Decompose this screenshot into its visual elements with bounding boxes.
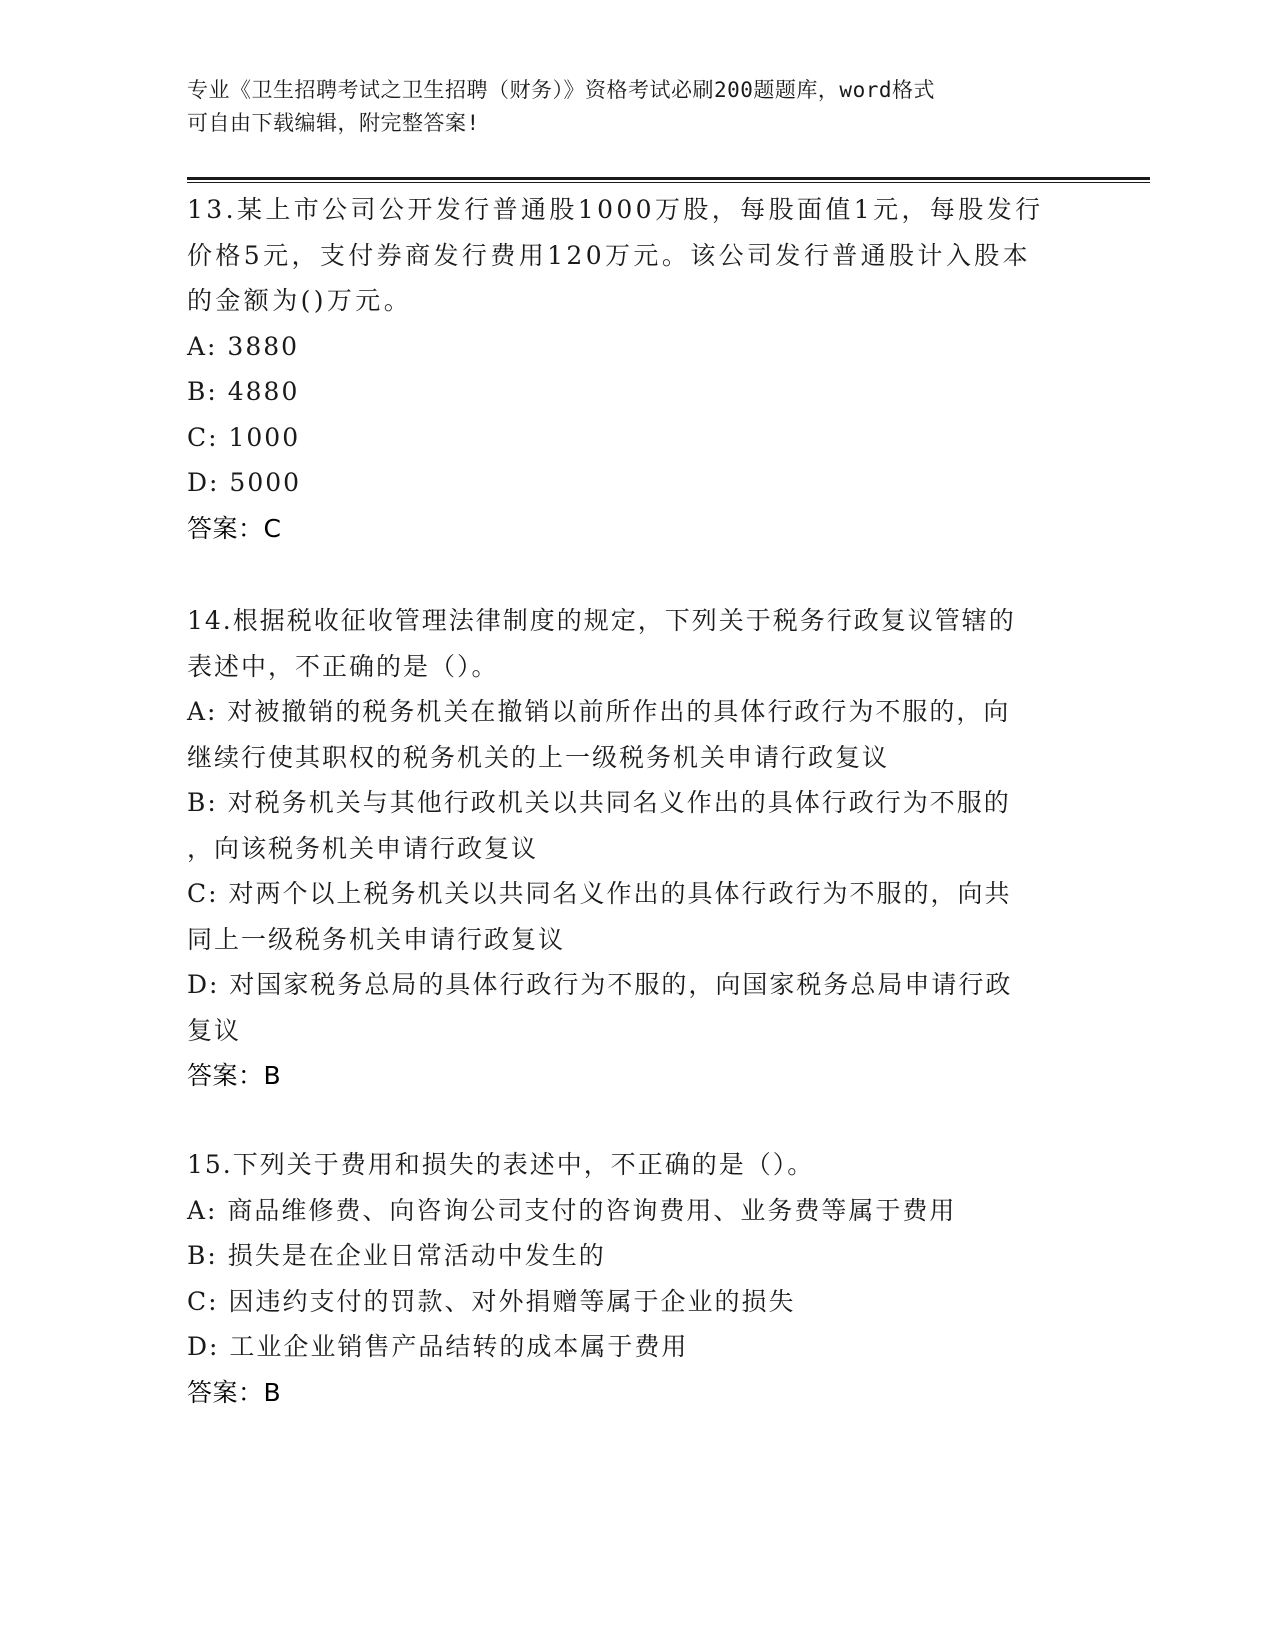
option-a: A: 3880 — [187, 331, 300, 361]
question-stem-line: 15.下列关于费用和损失的表述中，不正确的是（）。 — [187, 1150, 815, 1179]
question-stem-line: 14.根据税收征收管理法律制度的规定，下列关于税务行政复议管辖的 — [187, 606, 1016, 635]
question-stem-line: 表述中，不正确的是（）。 — [187, 651, 499, 681]
header-divider-thin — [187, 182, 1150, 183]
answer-text: 答案：B — [187, 1377, 282, 1407]
header-line-2: 可自由下载编辑，附完整答案! — [187, 111, 480, 135]
question-13 — [187, 187, 1067, 551]
option-c: C: 对两个以上税务机关以共同名义作出的具体行政行为不服的，向共 — [187, 879, 1012, 908]
document-header — [187, 74, 1067, 140]
option-b: B: 损失是在企业日常活动中发生的 — [187, 1241, 606, 1270]
header-line-1: 专业《卫生招聘考试之卫生招聘（财务）》资格考试必刷200题题库，word格式 — [187, 78, 935, 102]
option-d: D: 5000 — [187, 468, 302, 497]
question-stem-line: 价格5元，支付券商发行费用120万元。该公司发行普通股计入股本 — [187, 240, 1032, 270]
answer-text: 答案：B — [187, 1061, 282, 1090]
option-d: D: 对国家税务总局的具体行政行为不服的，向国家税务总局申请行政 — [187, 970, 1013, 999]
option-d: D: 工业企业销售产品结转的成本属于费用 — [187, 1332, 689, 1361]
option-b: B: 对税务机关与其他行政机关以共同名义作出的具体行政行为不服的 — [187, 788, 1011, 817]
option-c-continued: 同上一级税务机关申请行政复议 — [187, 924, 566, 954]
option-c: C: 1000 — [187, 422, 301, 452]
option-a: A: 商品维修费、向咨询公司支付的咨询费用、业务费等属于费用 — [187, 1195, 957, 1225]
question-stem-line: 的金额为()万元。 — [187, 286, 413, 315]
option-b: B: 4880 — [187, 377, 300, 406]
option-a-continued: 继续行使其职权的税务机关的上一级税务机关申请行政复议 — [187, 742, 890, 772]
option-c: C: 因违约支付的罚款、对外捐赠等属于企业的损失 — [187, 1286, 796, 1316]
option-b-continued: ，向该税务机关申请行政复议 — [187, 833, 539, 863]
question-15 — [187, 1142, 1067, 1415]
option-d-continued: 复议 — [187, 1015, 242, 1045]
question-stem-line: 13.某上市公司公开发行普通股1000万股，每股面值1元，每股发行 — [187, 195, 1044, 224]
option-a: A: 对被撤销的税务机关在撤销以前所作出的具体行政行为不服的，向 — [187, 697, 1011, 726]
header-divider-thick — [187, 177, 1150, 180]
answer-text: 答案：C — [187, 513, 282, 543]
question-14 — [187, 598, 1067, 1099]
